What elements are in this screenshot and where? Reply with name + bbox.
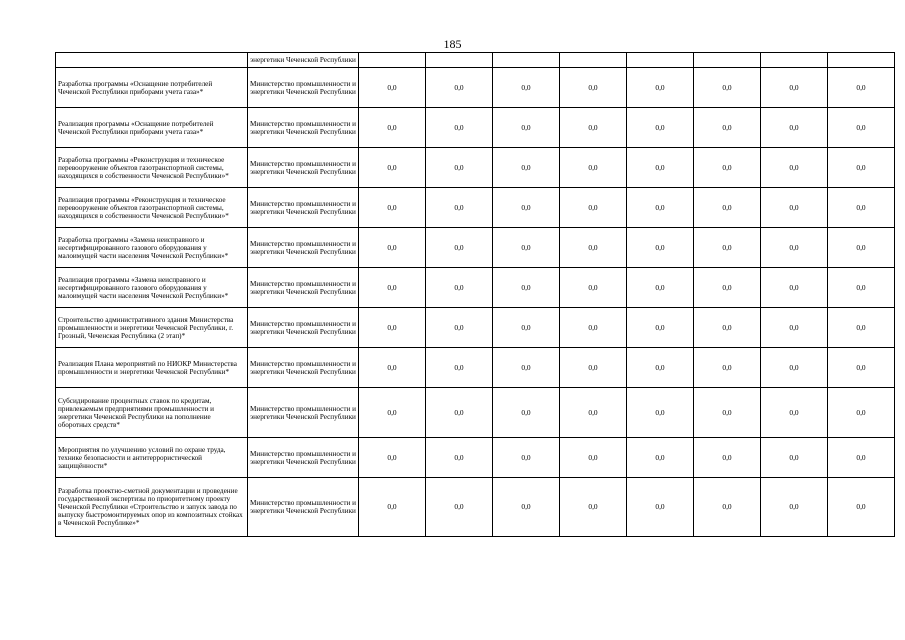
value-cell: 0,0 <box>627 148 694 188</box>
value-cell: 0,0 <box>694 348 761 388</box>
program-name-cell: Строительство административного здания Министерства промышленности и энергетики Чеченской Республики, г. Грозный, Чеченская Республика (2 этап)* <box>56 308 248 348</box>
executor-cell: энергетики Чеченской Республики <box>248 53 359 68</box>
value-cell: 0,0 <box>493 148 560 188</box>
value-cell: 0,0 <box>560 478 627 537</box>
value-cell <box>694 53 761 68</box>
value-cell: 0,0 <box>560 108 627 148</box>
value-cell: 0,0 <box>761 68 828 108</box>
value-cell: 0,0 <box>493 348 560 388</box>
value-cell: 0,0 <box>359 348 426 388</box>
table-row <box>56 438 895 478</box>
table-row <box>56 268 895 308</box>
value-cell: 0,0 <box>761 388 828 438</box>
value-cell: 0,0 <box>828 388 895 438</box>
table-row <box>56 188 895 228</box>
value-cell: 0,0 <box>828 188 895 228</box>
program-name-cell: Реализация программы «Оснащение потребителей Чеченской Республики приборами учета газа»* <box>56 108 248 148</box>
table-row <box>56 478 895 537</box>
value-cell: 0,0 <box>828 348 895 388</box>
executor-cell: Министерство промышленности и энергетики Чеченской Республики <box>248 388 359 438</box>
value-cell: 0,0 <box>560 308 627 348</box>
value-cell: 0,0 <box>560 68 627 108</box>
value-cell: 0,0 <box>493 478 560 537</box>
value-cell: 0,0 <box>627 228 694 268</box>
executor-cell: Министерство промышленности и энергетики Чеченской Республики <box>248 438 359 478</box>
value-cell: 0,0 <box>627 348 694 388</box>
value-cell: 0,0 <box>694 68 761 108</box>
value-cell: 0,0 <box>560 348 627 388</box>
program-name-cell <box>56 53 248 68</box>
value-cell: 0,0 <box>627 268 694 308</box>
executor-cell: Министерство промышленности и энергетики Чеченской Республики <box>248 268 359 308</box>
value-cell: 0,0 <box>359 148 426 188</box>
table-row <box>56 388 895 438</box>
value-cell: 0,0 <box>426 148 493 188</box>
value-cell: 0,0 <box>493 108 560 148</box>
executor-cell: Министерство промышленности и энергетики Чеченской Республики <box>248 108 359 148</box>
value-cell: 0,0 <box>627 388 694 438</box>
table-row <box>56 148 895 188</box>
value-cell: 0,0 <box>694 308 761 348</box>
value-cell: 0,0 <box>426 348 493 388</box>
value-cell: 0,0 <box>761 148 828 188</box>
value-cell: 0,0 <box>828 148 895 188</box>
value-cell <box>560 53 627 68</box>
value-cell: 0,0 <box>359 188 426 228</box>
value-cell: 0,0 <box>359 268 426 308</box>
value-cell: 0,0 <box>426 438 493 478</box>
value-cell: 0,0 <box>426 68 493 108</box>
value-cell: 0,0 <box>627 188 694 228</box>
executor-cell: Министерство промышленности и энергетики Чеченской Республики <box>248 478 359 537</box>
value-cell: 0,0 <box>761 438 828 478</box>
value-cell: 0,0 <box>560 188 627 228</box>
value-cell: 0,0 <box>828 228 895 268</box>
value-cell: 0,0 <box>694 268 761 308</box>
value-cell: 0,0 <box>426 268 493 308</box>
executor-cell: Министерство промышленности и энергетики Чеченской Республики <box>248 148 359 188</box>
value-cell: 0,0 <box>359 108 426 148</box>
program-name-cell: Разработка программы «Реконструкция и техническое перевооружение объектов газотранспортной системы, находящихся в собственности Чеченской Республики»* <box>56 148 248 188</box>
table-row <box>56 348 895 388</box>
value-cell: 0,0 <box>828 268 895 308</box>
table-body <box>56 53 895 537</box>
value-cell: 0,0 <box>694 188 761 228</box>
value-cell: 0,0 <box>493 228 560 268</box>
program-name-cell: Разработка программы «Оснащение потребителей Чеченской Республики приборами учета газа»* <box>56 68 248 108</box>
program-name-cell: Реализация программы «Замена неисправного и несертифицированного газового оборудования у малоимущей части населения Чеченской Республики»* <box>56 268 248 308</box>
value-cell: 0,0 <box>426 188 493 228</box>
executor-cell: Министерство промышленности и энергетики Чеченской Республики <box>248 348 359 388</box>
value-cell: 0,0 <box>761 308 828 348</box>
value-cell: 0,0 <box>560 148 627 188</box>
value-cell: 0,0 <box>627 308 694 348</box>
executor-cell: Министерство промышленности и энергетики Чеченской Республики <box>248 188 359 228</box>
value-cell: 0,0 <box>493 188 560 228</box>
value-cell: 0,0 <box>761 108 828 148</box>
value-cell: 0,0 <box>426 228 493 268</box>
value-cell: 0,0 <box>627 478 694 537</box>
value-cell: 0,0 <box>761 478 828 537</box>
program-name-cell: Субсидирование процентных ставок по кредитам, привлекаемым предприятиями промышленности и энергетики Чеченской Республики на пополнение оборотных средств* <box>56 388 248 438</box>
executor-cell: Министерство промышленности и энергетики Чеченской Республики <box>248 228 359 268</box>
value-cell: 0,0 <box>493 388 560 438</box>
value-cell: 0,0 <box>493 438 560 478</box>
value-cell: 0,0 <box>493 268 560 308</box>
value-cell: 0,0 <box>493 308 560 348</box>
program-name-cell: Мероприятия по улучшению условий по охране труда, технике безопасности и антитеррористической защищённости* <box>56 438 248 478</box>
value-cell: 0,0 <box>560 268 627 308</box>
table-row <box>56 308 895 348</box>
program-name-cell: Реализация Плана мероприятий по НИОКР Министерства промышленности и энергетики Чеченской Республики* <box>56 348 248 388</box>
program-name-cell: Реализация программы «Реконструкция и техническое перевооружение объектов газотранспортной системы, находящихся в собственности Чеченской Республики»* <box>56 188 248 228</box>
value-cell <box>359 53 426 68</box>
value-cell <box>426 53 493 68</box>
value-cell: 0,0 <box>359 388 426 438</box>
executor-cell: Министерство промышленности и энергетики Чеченской Республики <box>248 68 359 108</box>
executor-cell: Министерство промышленности и энергетики Чеченской Республики <box>248 308 359 348</box>
value-cell: 0,0 <box>694 388 761 438</box>
table-row <box>56 68 895 108</box>
value-cell: 0,0 <box>694 148 761 188</box>
value-cell: 0,0 <box>560 388 627 438</box>
value-cell: 0,0 <box>426 388 493 438</box>
page-number: 185 <box>443 37 462 51</box>
value-cell <box>493 53 560 68</box>
value-cell: 0,0 <box>359 478 426 537</box>
value-cell: 0,0 <box>359 308 426 348</box>
value-cell: 0,0 <box>828 308 895 348</box>
value-cell <box>828 53 895 68</box>
value-cell <box>627 53 694 68</box>
budget-table <box>55 52 895 537</box>
value-cell: 0,0 <box>828 438 895 478</box>
value-cell: 0,0 <box>426 108 493 148</box>
value-cell: 0,0 <box>426 308 493 348</box>
value-cell: 0,0 <box>828 478 895 537</box>
table-row <box>56 53 895 68</box>
value-cell: 0,0 <box>761 268 828 308</box>
value-cell: 0,0 <box>359 68 426 108</box>
value-cell: 0,0 <box>694 478 761 537</box>
value-cell: 0,0 <box>560 228 627 268</box>
program-name-cell: Разработка программы «Замена неисправного и несертифицированного газового оборудования у малоимущей части населения Чеченской Республики»* <box>56 228 248 268</box>
value-cell: 0,0 <box>627 438 694 478</box>
value-cell: 0,0 <box>761 348 828 388</box>
program-name-cell: Разработка проектно-сметной документации и проведение государственной экспертизы по приоритетному проекту Чеченской Республики «Строительство и запуск завода по выпуску быстромонтируемых опор из композитных стойках в Чеченской Республике»* <box>56 478 248 537</box>
value-cell: 0,0 <box>761 228 828 268</box>
value-cell: 0,0 <box>426 478 493 537</box>
value-cell: 0,0 <box>694 438 761 478</box>
value-cell: 0,0 <box>493 68 560 108</box>
value-cell: 0,0 <box>694 108 761 148</box>
value-cell: 0,0 <box>560 438 627 478</box>
value-cell: 0,0 <box>627 108 694 148</box>
value-cell: 0,0 <box>359 438 426 478</box>
value-cell: 0,0 <box>627 68 694 108</box>
value-cell: 0,0 <box>359 228 426 268</box>
table-row <box>56 108 895 148</box>
value-cell: 0,0 <box>828 108 895 148</box>
table-row <box>56 228 895 268</box>
value-cell <box>761 53 828 68</box>
value-cell: 0,0 <box>828 68 895 108</box>
value-cell: 0,0 <box>694 228 761 268</box>
value-cell: 0,0 <box>761 188 828 228</box>
